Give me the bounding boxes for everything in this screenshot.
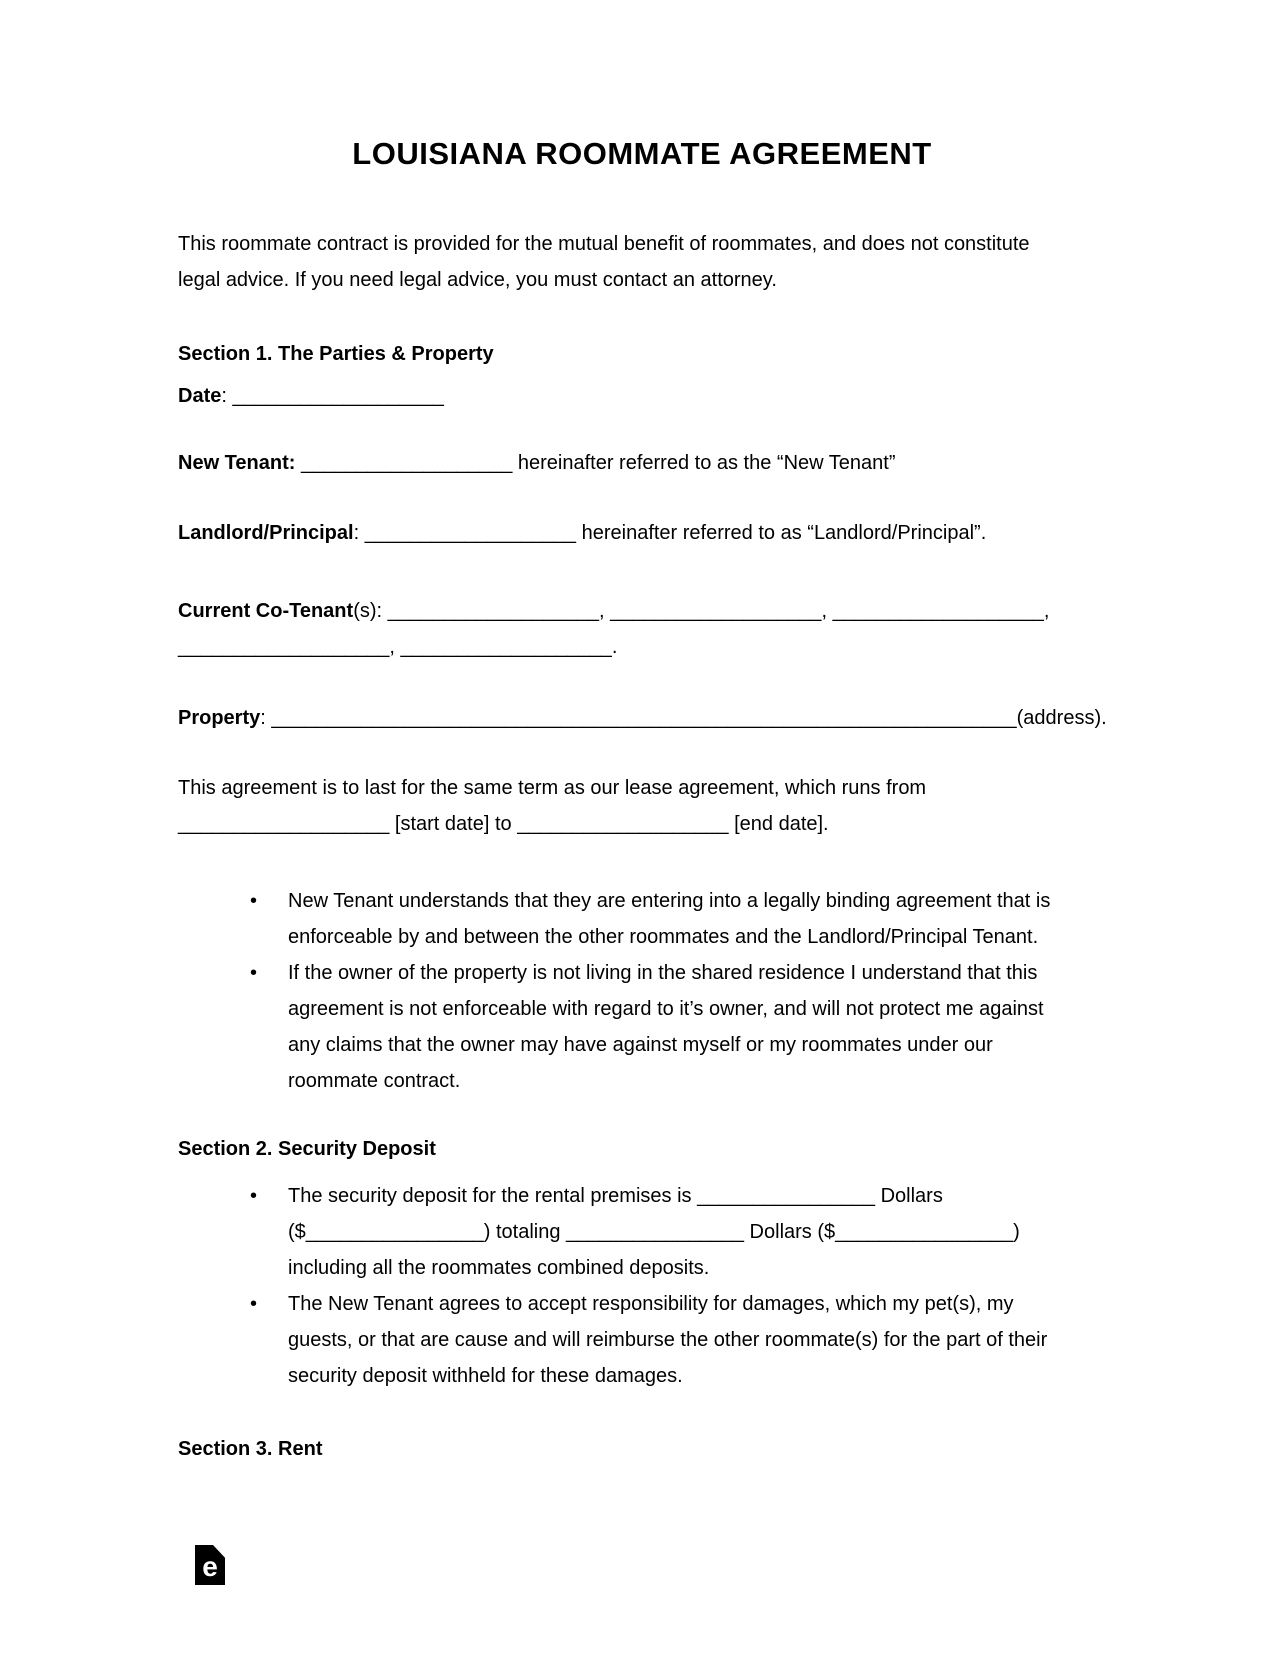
text-segment: Section 2. Security Deposit	[178, 1138, 436, 1160]
s2-bullets-line	[288, 1250, 1020, 1286]
text-segment: New Tenant:	[178, 452, 296, 474]
s2-bullets-line	[288, 1178, 1020, 1214]
s1-bullets-line	[288, 1027, 1044, 1063]
s1-heading	[178, 336, 1106, 372]
co-tenants-line	[178, 629, 1106, 665]
s3-heading-line	[178, 1431, 1106, 1467]
text-segment: ,	[821, 600, 833, 622]
eforms-logo	[195, 1545, 225, 1585]
blank-field: ___________________	[400, 636, 612, 658]
blank-field: ___________________	[387, 600, 599, 622]
property-line	[178, 700, 1106, 736]
s1-bullets-line	[288, 991, 1044, 1027]
bullet-item	[178, 955, 1106, 1099]
blank-field: ________________	[566, 1221, 744, 1243]
text-segment: )	[1013, 1221, 1020, 1243]
s1-bullets-line	[288, 883, 1050, 919]
text-segment: :	[260, 707, 272, 729]
text-segment: agreement is not enforceable with regard to it’s owner, and will not protect me against	[288, 998, 1044, 1020]
text-segment: If the owner of the property is not living in the shared residence I understand that this	[288, 962, 1038, 984]
bullet-item	[178, 1178, 1106, 1286]
s2-bullets-line	[288, 1358, 1047, 1394]
text-segment: :	[221, 385, 233, 407]
text-segment: ,	[389, 636, 401, 658]
text-segment: including all the roommates combined deposits.	[288, 1257, 710, 1279]
text-segment: hereinafter referred to as “Landlord/Principal”.	[576, 522, 987, 544]
s1-heading-line	[178, 336, 1106, 372]
s2-bullets	[178, 1178, 1106, 1394]
text-segment: ) totaling	[483, 1221, 567, 1243]
bullet-icon: •	[250, 1293, 258, 1315]
intro-line	[178, 262, 1106, 298]
text-segment: New Tenant understands that they are entering into a legally binding agreement that is	[288, 890, 1051, 912]
s2-heading	[178, 1131, 1106, 1167]
s2-heading-line	[178, 1131, 1106, 1167]
blank-field: ___________________	[364, 522, 577, 544]
s1-bullets-line	[288, 1063, 1044, 1099]
document-content	[178, 0, 1106, 1467]
date	[178, 378, 1106, 414]
s2-bullets-line	[288, 1214, 1020, 1250]
new-tenant	[178, 445, 1106, 481]
text-segment: This agreement is to last for the same term as our lease agreement, which runs from	[178, 777, 927, 799]
logo-letter: e	[202, 1551, 218, 1582]
text-segment: Current Co-Tenant	[178, 600, 354, 622]
document-body	[178, 226, 1106, 1467]
text-segment: (s):	[353, 600, 388, 622]
blank-field: ________________	[305, 1221, 484, 1243]
text-segment: Property	[178, 707, 261, 729]
s1-bullets-line	[288, 955, 1044, 991]
text-segment: :	[353, 522, 365, 544]
text-segment: roommate contract.	[288, 1070, 461, 1092]
bullet-icon: •	[250, 890, 258, 912]
blank-field: ___________________	[232, 385, 444, 407]
bullet-text	[288, 1286, 1047, 1394]
co-tenants-line	[178, 593, 1106, 629]
bullet-item	[178, 883, 1106, 955]
term-line	[178, 806, 1106, 842]
text-segment: ($	[288, 1221, 306, 1243]
bullet-text	[288, 883, 1050, 955]
blank-field: ___________________	[300, 452, 513, 474]
blank-field: ___________________	[178, 636, 390, 658]
blank-field: ___________________	[178, 813, 390, 835]
text-segment: The New Tenant agrees to accept responsibility for damages, which my pet(s), my	[288, 1293, 1014, 1315]
new-tenant-line	[178, 445, 1106, 481]
landlord-line	[178, 515, 1106, 551]
blank-field: ___________________	[832, 600, 1044, 622]
co-tenants	[178, 593, 1106, 665]
landlord	[178, 515, 1106, 551]
blank-field: ________________	[835, 1221, 1014, 1243]
text-segment: hereinafter referred to as the “New Tenant”	[512, 452, 896, 474]
text-segment: The security deposit for the rental premises is	[288, 1185, 698, 1207]
intro-line	[178, 226, 1106, 262]
text-segment: ,	[1043, 600, 1050, 622]
intro	[178, 226, 1106, 298]
bullet-icon: •	[250, 962, 258, 984]
s3-heading	[178, 1431, 1106, 1467]
s2-bullets-line	[288, 1322, 1047, 1358]
text-segment: Date	[178, 385, 222, 407]
bullet-text	[288, 955, 1044, 1099]
text-segment: .	[611, 636, 618, 658]
text-segment: Dollars ($	[744, 1221, 836, 1243]
text-segment: Section 1. The Parties & Property	[178, 343, 494, 365]
s1-bullets	[178, 883, 1106, 1099]
blank-field: ___________________	[517, 813, 729, 835]
bullet-icon: •	[250, 1185, 258, 1207]
date-line	[178, 378, 1106, 414]
bullet-item	[178, 1286, 1106, 1394]
text-segment: enforceable by and between the other roommates and the Landlord/Principal Tenant.	[288, 926, 1039, 948]
text-segment: legal advice. If you need legal advice, you must contact an attorney.	[178, 269, 777, 291]
text-segment: [start date] to	[389, 813, 518, 835]
text-segment: [end date].	[728, 813, 829, 835]
s1-bullets-line	[288, 919, 1050, 955]
text-segment: any claims that the owner may have against myself or my roommates under our	[288, 1034, 993, 1056]
text-segment: Landlord/Principal	[178, 522, 354, 544]
term-line	[178, 770, 1106, 806]
text-segment: ,	[598, 600, 611, 622]
blank-field: ________________	[697, 1185, 876, 1207]
text-segment: (address).	[1016, 707, 1107, 729]
text-segment: Section 3. Rent	[178, 1438, 323, 1460]
text-segment: Dollars	[875, 1185, 943, 1207]
bullet-text	[288, 1178, 1020, 1286]
text-segment: security deposit withheld for these damages.	[288, 1365, 683, 1387]
term	[178, 770, 1106, 842]
document-title: LOUISIANA ROOMMATE AGREEMENT	[352, 136, 932, 171]
s2-bullets-line	[288, 1286, 1047, 1322]
text-segment: This roommate contract is provided for the mutual benefit of roommates, and does not constitute	[178, 233, 1030, 255]
blank-field: ___________________________________________________________________	[271, 707, 1017, 729]
property	[178, 700, 1106, 736]
blank-field: ___________________	[610, 600, 822, 622]
text-segment: guests, or that are cause and will reimburse the other roommate(s) for the part of their	[288, 1329, 1048, 1351]
